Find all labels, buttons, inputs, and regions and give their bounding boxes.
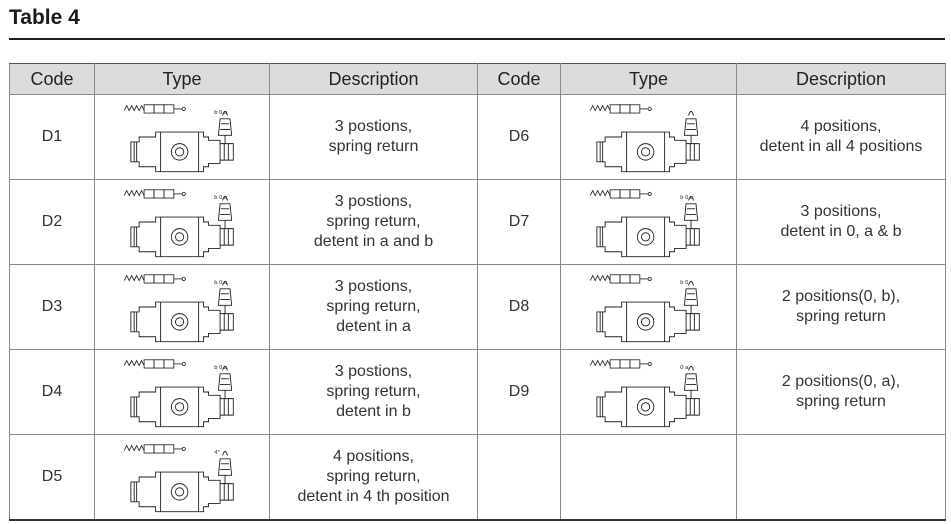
- description-line: spring return: [796, 393, 886, 410]
- valve-diagram: [110, 184, 255, 260]
- position-labels: b 0 a: [213, 109, 227, 116]
- header-row: [10, 64, 946, 95]
- description-line: spring return: [328, 138, 419, 155]
- table-row: [10, 435, 946, 521]
- description-cell: [270, 180, 478, 265]
- position-labels: 4°: [213, 449, 220, 456]
- header-code: Code: [10, 64, 95, 95]
- description-line: detent in 0, a & b: [780, 223, 902, 240]
- description-cell: [737, 95, 946, 180]
- valve-diagram: [576, 99, 721, 175]
- valve-body-icon: [130, 451, 232, 511]
- description-line: 3 positions,: [800, 203, 882, 220]
- code-cell: D3: [10, 265, 95, 350]
- valve-diagram: [576, 184, 721, 260]
- description-line: detent in b: [336, 403, 411, 420]
- hydraulic-symbol-icon: [590, 275, 651, 283]
- code-cell: D9: [478, 350, 561, 435]
- type-cell: [561, 435, 737, 521]
- description-line: spring return,: [326, 468, 421, 485]
- table-row: [10, 265, 946, 350]
- hydraulic-symbol-icon: [124, 190, 185, 198]
- valve-diagram: [110, 99, 255, 175]
- valve-body-icon: [130, 366, 232, 426]
- valve-diagram: [110, 269, 255, 345]
- header-type: Type: [561, 64, 737, 95]
- description-cell: [270, 435, 478, 521]
- hydraulic-symbol-icon: [590, 360, 651, 368]
- description-line: 2 positions(0, b),: [781, 288, 901, 305]
- table-row: [10, 95, 946, 180]
- description-line: 3 postions,: [334, 118, 413, 135]
- description-cell: [270, 265, 478, 350]
- description-line: detent in all 4 positions: [759, 138, 923, 155]
- hydraulic-symbol-icon: [590, 190, 651, 198]
- position-labels: b 0: [680, 279, 689, 286]
- valve-diagram: [576, 354, 721, 430]
- type-cell: [95, 435, 270, 521]
- code-cell: D7: [478, 180, 561, 265]
- table-title: Table 4: [9, 6, 80, 29]
- hydraulic-symbol-icon: [124, 445, 185, 453]
- description-cell: [270, 350, 478, 435]
- code-cell: D2: [10, 180, 95, 265]
- type-cell: [561, 265, 737, 350]
- valve-body-icon: [130, 111, 232, 171]
- code-cell: D5: [10, 435, 95, 521]
- title-divider: [9, 38, 945, 40]
- description-line: detent in a and b: [313, 233, 434, 250]
- type-cell: [95, 350, 270, 435]
- description-line: spring return,: [326, 383, 421, 400]
- hydraulic-symbol-icon: [590, 105, 651, 113]
- valve-body-icon: [130, 281, 232, 341]
- description-line: 4 positions,: [333, 448, 414, 465]
- description-cell: [737, 180, 946, 265]
- description-line: detent in 4 th position: [297, 488, 450, 505]
- valve-diagram: [576, 269, 721, 345]
- description-line: spring return,: [326, 213, 421, 230]
- position-labels: 0 a: [680, 364, 689, 371]
- valve-diagram: [110, 439, 255, 515]
- description-cell: [737, 435, 946, 521]
- description-line: spring return: [796, 308, 886, 325]
- type-cell: [95, 265, 270, 350]
- header-description: Description: [270, 64, 478, 95]
- hydraulic-symbol-icon: [124, 360, 185, 368]
- valve-spec-table: [9, 63, 946, 521]
- description-line: 2 positions(0, a),: [781, 373, 901, 390]
- valve-body-icon: [597, 196, 699, 256]
- header-description: Description: [737, 64, 946, 95]
- valve-body-icon: [597, 281, 699, 341]
- type-cell: [561, 95, 737, 180]
- description-line: 3 postions,: [334, 193, 413, 210]
- description-line: 3 postions,: [334, 278, 413, 295]
- hydraulic-symbol-icon: [124, 105, 185, 113]
- description-cell: [737, 350, 946, 435]
- position-labels: b 0 a: [213, 364, 227, 371]
- position-labels: b 0 a: [213, 279, 227, 286]
- code-cell: [478, 435, 561, 521]
- table-row: [10, 180, 946, 265]
- description-line: 4 positions,: [800, 118, 882, 135]
- code-cell: D4: [10, 350, 95, 435]
- type-cell: [95, 180, 270, 265]
- description-line: detent in a: [336, 318, 411, 335]
- header-type: Type: [95, 64, 270, 95]
- position-labels: b 0 a: [680, 194, 694, 201]
- valve-body-icon: [130, 196, 232, 256]
- type-cell: [95, 95, 270, 180]
- description-line: 3 postions,: [334, 363, 413, 380]
- code-cell: D8: [478, 265, 561, 350]
- type-cell: [561, 350, 737, 435]
- valve-diagram: [110, 354, 255, 430]
- description-cell: [737, 265, 946, 350]
- type-cell: [561, 180, 737, 265]
- code-cell: D1: [10, 95, 95, 180]
- description-cell: [270, 95, 478, 180]
- position-labels: b 0 a: [213, 194, 227, 201]
- description-line: spring return,: [326, 298, 421, 315]
- code-cell: D6: [478, 95, 561, 180]
- table-row: [10, 350, 946, 435]
- valve-body-icon: [597, 366, 699, 426]
- header-code: Code: [478, 64, 561, 95]
- valve-body-icon: [597, 111, 699, 171]
- hydraulic-symbol-icon: [124, 275, 185, 283]
